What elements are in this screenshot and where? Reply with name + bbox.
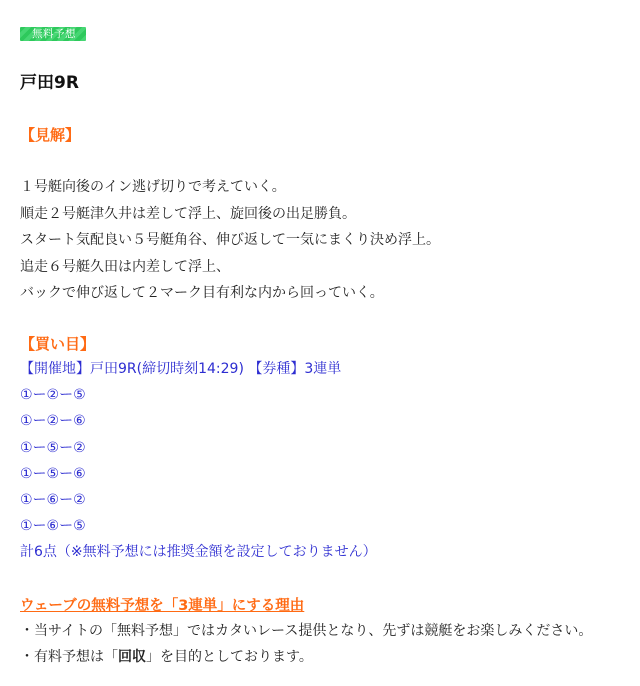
- free-prediction-badge: 無料予想: [20, 27, 86, 41]
- reason-line: ・当サイトの「無料予想」ではカタいレース提供となり、先ずは競艇をお楽しみください。: [20, 623, 593, 639]
- venue-line: [20, 360, 341, 378]
- reason-line2-post: 」を目的としております。: [146, 649, 313, 665]
- view-heading: 【見解】: [20, 126, 81, 144]
- ticket-type-value: 3連単: [304, 361, 342, 377]
- view-line: １号艇向後のイン逃げ切りで考えていく。: [20, 179, 286, 195]
- bet-combo: ①ー⑥ー⑤: [20, 518, 86, 534]
- bets-heading: 【買い目】: [20, 335, 96, 353]
- view-line: スタート気配良い５号艇角谷、伸び返して一気にまくり決め浮上。: [20, 232, 440, 248]
- race-title: 戸田9R: [20, 73, 79, 93]
- reason-line: [20, 648, 313, 666]
- reason-heading-link[interactable]: ウェーブの無料予想を「3連単」にする理由: [20, 598, 305, 614]
- view-line: 追走６号艇久田は内差して浮上、: [20, 259, 230, 275]
- bet-combo: ①ー②ー⑥: [20, 413, 86, 429]
- bet-combo: ①ー⑥ー②: [20, 492, 86, 508]
- reason-line2-bold: 回収: [118, 649, 146, 665]
- bet-combo: ①ー⑤ー②: [20, 440, 86, 456]
- bet-combo: ①ー⑤ー⑥: [20, 466, 86, 482]
- venue-value: 戸田9R(締切時刻14:29): [90, 361, 244, 377]
- ticket-type-label: 【券種】: [248, 361, 305, 377]
- reason-line2-pre: ・有料予想は「: [20, 649, 118, 665]
- bet-combo: ①ー②ー⑤: [20, 387, 86, 403]
- bet-total: 計6点（※無料予想には推奨金額を設定しておりません）: [20, 544, 377, 560]
- venue-label: 【開催地】: [20, 361, 90, 377]
- view-line: バックで伸び返して２マーク目有利な内から回っていく。: [20, 285, 384, 301]
- view-line: 順走２号艇津久井は差して浮上、旋回後の出足勝負。: [20, 206, 356, 222]
